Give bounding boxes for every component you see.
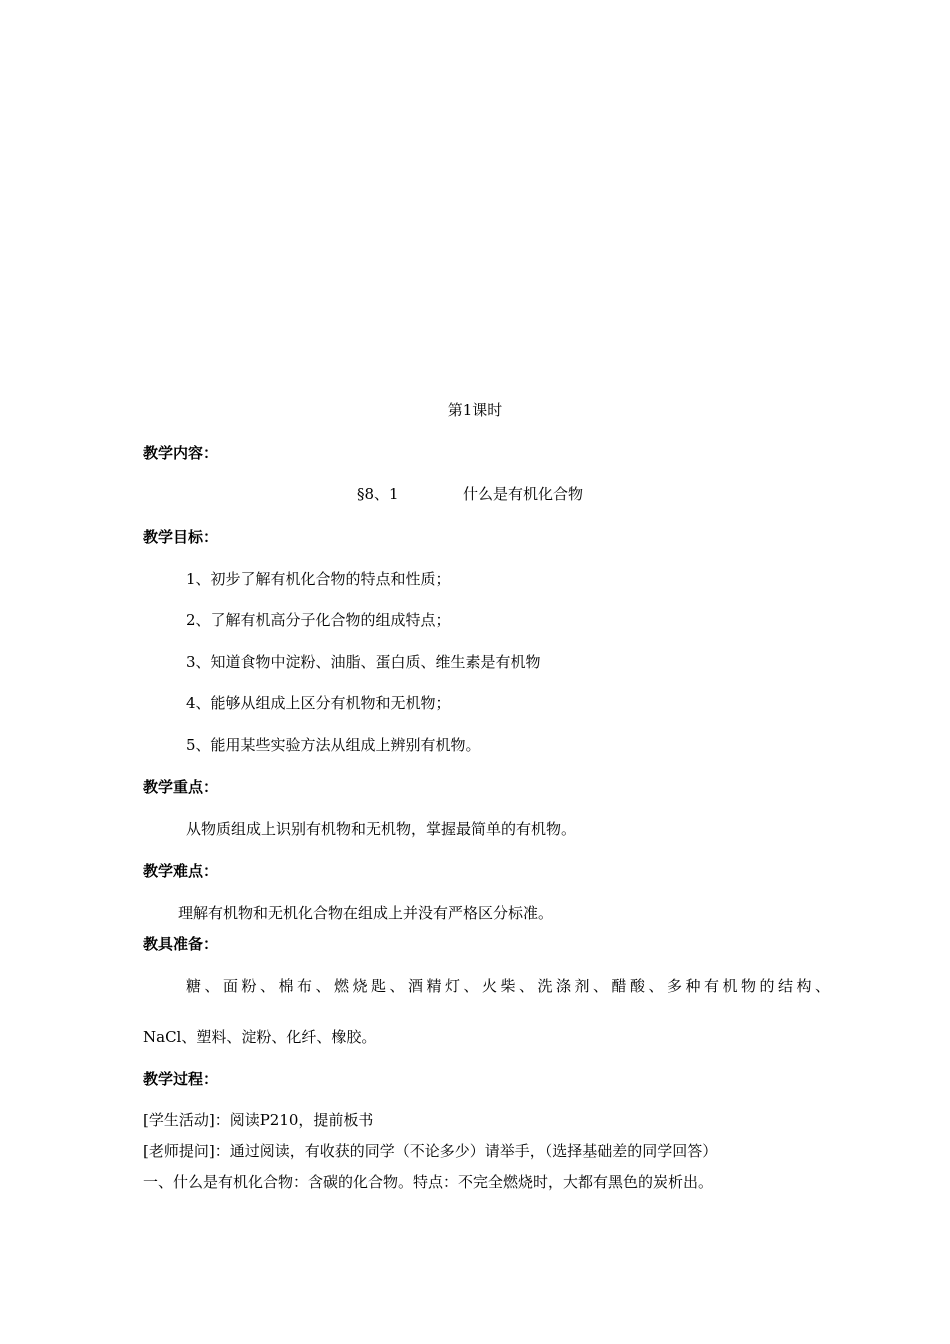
lesson-period: 第1课时 [447,401,503,419]
tools-heading: 教具准备： [143,935,219,953]
tools-line: 糖、面粉、棉布、燃烧匙、酒精灯、火柴、洗涤剂、醋酸、多种有机物的结构、 [186,977,834,995]
process-item: [学生活动]：阅读P210，提前板书 [143,1111,374,1129]
goal-item: 3、知道食物中淀粉、油脂、蛋白质、维生素是有机物 [186,653,541,671]
goal-item: 4、能够从组成上区分有机物和无机物； [186,694,451,712]
goal-item: 5、能用某些实验方法从组成上辨别有机物。 [186,736,481,754]
goal-item: 2、了解有机高分子化合物的组成特点； [186,611,451,629]
key-heading: 教学重点： [143,778,219,796]
goal-item: 1、初步了解有机化合物的特点和性质； [186,570,451,588]
tools-line: NaCl、塑料、淀粉、化纤、橡胶。 [143,1028,377,1046]
process-item: [老师提问]：通过阅读，有收获的同学（不论多少）请举手，（选择基础差的同学回答） [143,1142,718,1160]
goals-heading: 教学目标： [143,528,219,546]
section-title: 什么是有机化合物 [463,485,584,503]
process-heading: 教学过程： [143,1070,219,1088]
difficulty-text: 理解有机物和无机化合物在组成上并没有严格区分标准。 [178,904,554,922]
section-number: §8、1 [357,485,399,503]
key-text: 从物质组成上识别有机物和无机物，掌握最简单的有机物。 [186,820,577,838]
difficulty-heading: 教学难点： [143,862,219,880]
process-item: 一、什么是有机化合物：含碳的化合物。特点：不完全燃烧时，大都有黑色的炭析出。 [143,1173,714,1191]
content-heading: 教学内容： [143,444,219,462]
